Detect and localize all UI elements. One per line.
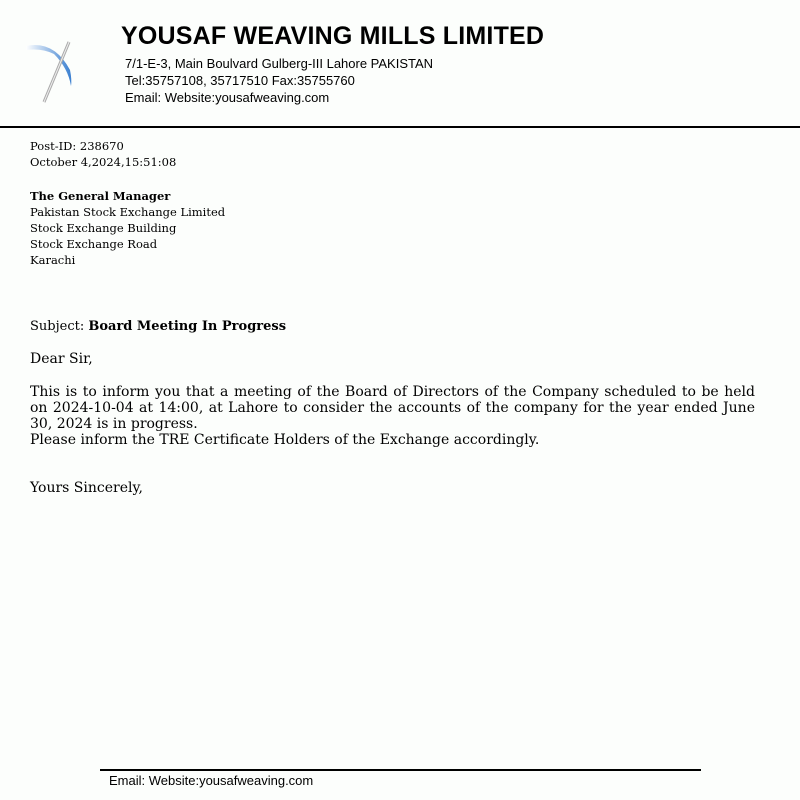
company-name: YOUSAF WEAVING MILLS LIMITED [121,22,545,50]
footer-divider [100,769,701,771]
body-paragraph-1: This is to inform you that a meeting of the Board of Directors of the Company scheduled to be held on 2024-10-04 at 14:00, at Lahore to consider the accounts of the company for the year ended June 30, 2024 is in progress. [30,384,755,432]
company-address: 7/1-E-3, Main Boulvard Gulberg-III Lahore PAKISTAN [125,56,434,71]
header-divider [0,126,800,128]
body-paragraph-2: Please inform the TRE Certificate Holders of the Exchange accordingly. [30,432,540,448]
recipient-line: Stock Exchange Building [30,221,177,235]
recipient-line: Pakistan Stock Exchange Limited [30,205,226,219]
subject-line [30,319,755,335]
post-datetime: October 4,2024,15:51:08 [30,155,177,169]
recipient-title: The General Manager [30,189,171,203]
closing: Yours Sincerely, [30,480,143,496]
recipient-line: Stock Exchange Road [30,237,158,251]
recipient-line: Karachi [30,253,76,267]
subject-text: Board Meeting In Progress [88,319,287,334]
salutation: Dear Sir, [30,351,93,367]
footer-email: Email: Website:yousafweaving.com [109,773,314,788]
post-id: Post-ID: 238670 [30,139,124,153]
company-logo-icon [24,40,76,106]
company-email: Email: Website:yousafweaving.com [125,90,330,105]
subject-label: Subject: [30,319,85,334]
company-phone: Tel:35757108, 35717510 Fax:35755760 [125,73,355,88]
